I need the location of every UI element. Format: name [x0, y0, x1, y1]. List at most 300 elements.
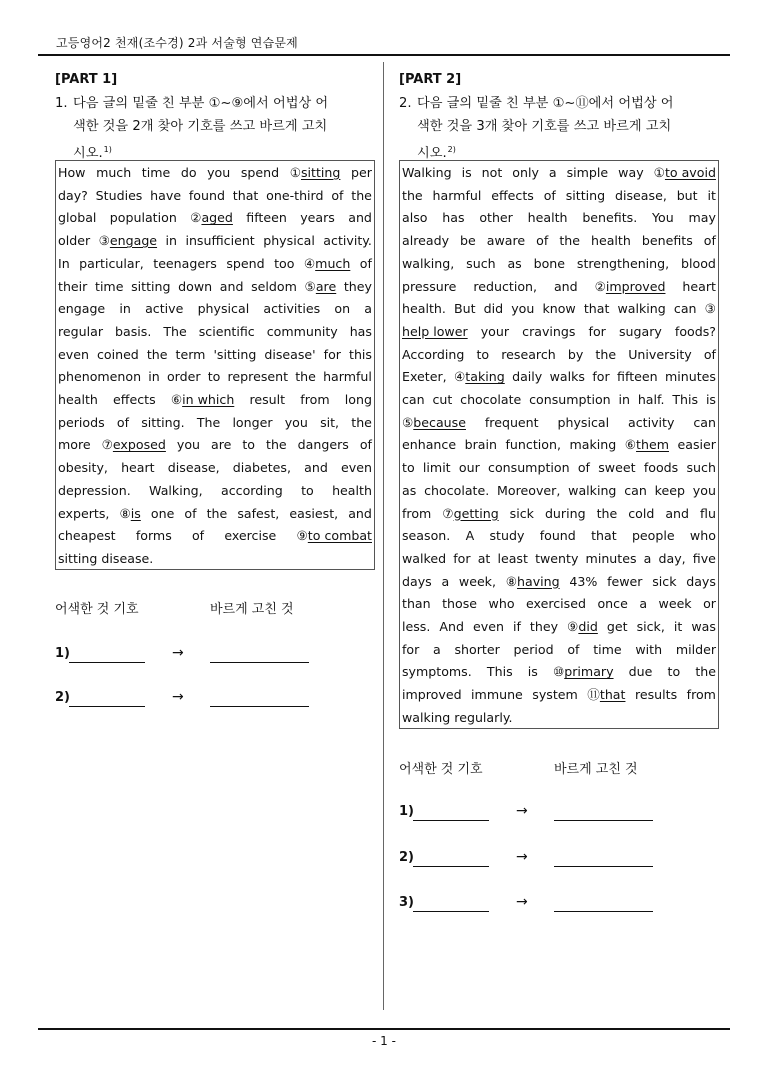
passage-word: physical	[197, 301, 250, 317]
part2-answer-row	[399, 895, 719, 915]
passage-word: ⑨to combat	[296, 528, 372, 544]
passage-word: harmful	[323, 369, 372, 385]
passage-word: fifteen	[246, 210, 287, 226]
passage-word: enhance	[402, 437, 457, 453]
passage-word: benefits	[641, 233, 693, 249]
passage-word: found	[539, 528, 576, 544]
passage-word: season.	[402, 528, 451, 544]
passage-word: basis.	[115, 323, 152, 339]
answer-fix-blank[interactable]	[554, 866, 653, 867]
passage-line	[402, 593, 716, 616]
passage-word: daily	[512, 369, 543, 385]
passage-word: ①sitting	[289, 165, 341, 180]
passage-line	[402, 639, 716, 662]
passage-word: improved	[402, 687, 462, 703]
passage-word: and	[665, 505, 690, 521]
passage-line	[402, 457, 716, 480]
passage-word: spend	[240, 165, 280, 180]
passage-word: result	[249, 392, 286, 408]
passage-word: fewer	[607, 573, 643, 589]
passage-word: forms	[135, 528, 172, 544]
document-header-title: 고등영어2 천재(조수경) 2과 서술형 연습문제	[56, 36, 298, 50]
passage-word: this	[349, 346, 372, 362]
passage-word: A	[465, 528, 475, 544]
passage-word: sick	[652, 573, 677, 589]
passage-word: easiest,	[289, 505, 339, 521]
passage-word: even	[58, 346, 89, 362]
passage-word: walking,	[402, 255, 455, 271]
passage-word: sitting	[58, 550, 98, 566]
passage-word: of	[703, 233, 716, 249]
passage-line	[402, 207, 716, 230]
passage-word: longer	[232, 414, 273, 430]
passage-word: cravings	[522, 323, 576, 339]
passage-line	[402, 366, 716, 389]
passage-word: This	[486, 664, 513, 680]
passage-line	[58, 321, 372, 344]
passage-word: much	[96, 165, 132, 180]
passage-word: In	[58, 255, 70, 271]
arrow-icon: →	[172, 645, 184, 661]
passage-word: You	[652, 210, 674, 226]
passage-word: once	[597, 596, 628, 612]
passage-word: of	[543, 187, 556, 203]
passage-word: one-third	[266, 187, 324, 203]
passage-word: to	[301, 482, 314, 498]
passage-word: disease,	[614, 187, 667, 203]
passage-word: are	[211, 437, 232, 453]
passage-word: even	[473, 619, 504, 635]
passage-line	[402, 230, 716, 253]
part2-header-symbol: 어색한 것 기호	[399, 762, 483, 777]
part1-header-symbol: 어색한 것 기호	[55, 602, 139, 617]
passage-line	[402, 548, 716, 571]
passage-line	[58, 457, 372, 480]
answer-symbol-blank[interactable]	[69, 662, 145, 663]
passage-word: the	[351, 187, 372, 203]
passage-word: way	[618, 165, 644, 180]
passage-word: period	[513, 641, 554, 657]
passage-word: phenomenon	[58, 369, 142, 385]
passage-word: strengthening,	[576, 255, 670, 271]
passage-word: to	[207, 369, 221, 385]
passage-word: also	[402, 210, 428, 226]
passage-word: can	[402, 392, 425, 408]
passage-word: cold	[628, 505, 655, 521]
passage-word: sick,	[636, 619, 665, 635]
passage-line	[58, 525, 372, 548]
passage-word: sweet	[598, 460, 636, 476]
passage-line	[402, 298, 716, 321]
passage-word: due	[628, 664, 653, 680]
passage-word: making	[569, 437, 617, 453]
passage-word: chocolate	[460, 392, 522, 408]
part1-header-fix: 바르게 고친 것	[210, 602, 294, 617]
passage-line	[402, 276, 716, 299]
passage-word: time	[141, 165, 171, 180]
passage-word: sugary	[618, 323, 662, 339]
passage-word: five	[692, 550, 716, 566]
answer-label: 2)	[399, 850, 414, 865]
passage-word: from	[686, 687, 716, 703]
passage-word: you	[207, 165, 231, 180]
passage-word: they	[529, 619, 559, 635]
passage-word: week	[658, 596, 692, 612]
passage-line	[58, 276, 372, 299]
passage-word: older	[58, 233, 91, 249]
passage-word: such	[686, 460, 716, 476]
part2-question-number: 2.	[399, 96, 412, 111]
passage-word: the	[351, 414, 372, 430]
passage-word: the	[206, 505, 228, 521]
passage-line	[402, 412, 716, 435]
passage-word: regular	[58, 323, 104, 339]
passage-word: you	[284, 414, 308, 430]
passage-word: walking	[402, 709, 451, 725]
passage-line	[402, 253, 716, 276]
column-divider	[383, 62, 384, 1010]
passage-word: research	[501, 346, 556, 362]
passage-line	[58, 389, 372, 412]
passage-word: and	[348, 505, 372, 521]
passage-word: exercise	[224, 528, 277, 544]
passage-word: disease'	[264, 346, 316, 362]
passage-line	[58, 253, 372, 276]
header-rule	[38, 54, 730, 56]
passage-word: the	[295, 369, 316, 385]
answer-label: 2)	[55, 690, 70, 705]
passage-word: minutes	[585, 550, 637, 566]
passage-word: limit	[422, 460, 451, 476]
passage-word: And	[439, 619, 464, 635]
passage-word: not	[481, 165, 503, 180]
passage-word: of	[359, 437, 372, 453]
passage-word: cut	[432, 392, 453, 408]
passage-word: ⑦exposed	[101, 437, 166, 453]
passage-word: brain	[464, 437, 497, 453]
part2-question-line: 다음 글의 밑줄 친 부분 ①~⑪에서 어법상 어	[417, 96, 674, 111]
passage-word: you	[692, 482, 716, 498]
answer-symbol-blank[interactable]	[413, 911, 489, 912]
passage-word: health	[332, 482, 372, 498]
part2-header-fix: 바르게 고친 것	[554, 762, 638, 777]
passage-line	[58, 185, 372, 208]
passage-line	[402, 480, 716, 503]
passage-word: other	[479, 210, 513, 226]
passage-word: the	[266, 437, 287, 453]
passage-line	[402, 707, 716, 730]
answer-label: 1)	[55, 646, 70, 661]
passage-word: it	[707, 187, 716, 203]
passage-word: to	[242, 437, 256, 453]
passage-word: already	[402, 233, 450, 249]
passage-line	[58, 480, 372, 503]
passage-word: has	[442, 210, 465, 226]
passage-word: if	[512, 619, 521, 635]
passage-word: immune	[471, 687, 523, 703]
passage-word: less.	[402, 619, 431, 635]
passage-word: time	[593, 641, 622, 657]
passage-word: can	[693, 414, 716, 430]
passage-word: effects	[491, 187, 534, 203]
passage-word: who	[689, 528, 716, 544]
passage-word: Studies	[95, 187, 143, 203]
passage-word: periods	[58, 414, 105, 430]
passage-word: ⑧is	[119, 505, 141, 521]
passage-word: days	[686, 573, 716, 589]
passage-line	[402, 389, 716, 412]
passage-word: walking	[617, 301, 666, 317]
passage-word: do	[180, 165, 197, 180]
passage-word: heart	[682, 278, 716, 294]
passage-word: milder	[675, 641, 716, 657]
passage-word: order	[166, 369, 201, 385]
passage-word: to	[476, 346, 490, 362]
passage-word: you	[176, 437, 201, 453]
passage-word: benefits.	[582, 210, 638, 226]
passage-word: ⑪that	[587, 687, 626, 703]
passage-word: ②improved	[594, 278, 666, 294]
passage-word: health	[590, 233, 631, 249]
passage-word: ④taking	[454, 369, 505, 385]
passage-line	[402, 162, 716, 185]
passage-line	[402, 616, 716, 639]
passage-word: for	[323, 346, 341, 362]
passage-word: The	[196, 414, 221, 430]
passage-line	[402, 434, 716, 457]
passage-word: Moreover,	[497, 482, 561, 498]
passage-word: effects	[113, 392, 156, 408]
passage-word: during	[544, 505, 586, 521]
passage-word: of	[577, 460, 590, 476]
passage-word: flu	[700, 505, 716, 521]
passage-word: foods	[643, 460, 679, 476]
passage-word: exercised	[526, 596, 586, 612]
passage-word: Walking,	[149, 482, 203, 498]
passage-word: in	[119, 301, 131, 317]
passage-word: system	[532, 687, 578, 703]
passage-word: University	[628, 346, 692, 362]
passage-word: and	[219, 278, 244, 294]
passage-word: experts,	[58, 505, 110, 521]
passage-word: results	[634, 687, 678, 703]
passage-word: Walking	[402, 165, 452, 180]
passage-word: those	[442, 596, 478, 612]
passage-line	[58, 162, 372, 185]
answer-fix-blank[interactable]	[554, 820, 653, 821]
passage-word: found	[188, 187, 225, 203]
passage-word: ⑤are	[304, 278, 337, 294]
passage-word: in	[618, 392, 630, 408]
passage-word: pressure	[402, 278, 457, 294]
passage-word: such	[466, 255, 496, 271]
arrow-icon: →	[516, 894, 528, 910]
passage-word: was	[691, 619, 716, 635]
passage-word: people	[631, 528, 675, 544]
passage-word: the	[402, 187, 423, 203]
passage-line	[58, 434, 372, 457]
passage-word: for	[453, 550, 471, 566]
passage-word: ⑨did	[567, 619, 598, 635]
passage-line	[58, 344, 372, 367]
passage-word: disease.	[101, 550, 154, 566]
answer-symbol-blank[interactable]	[413, 820, 489, 821]
passage-word: one	[150, 505, 175, 521]
passage-word: is	[461, 165, 472, 180]
passage-word: more	[58, 437, 91, 453]
passage-word: on	[334, 301, 351, 317]
passage-word: frequent	[484, 414, 539, 430]
passage-word: How	[58, 165, 86, 180]
passage-word: physical	[263, 233, 315, 249]
passage-line	[402, 661, 716, 684]
passage-word: help lower	[402, 323, 468, 339]
passage-word: obesity,	[58, 460, 108, 476]
answer-symbol-blank[interactable]	[69, 706, 145, 707]
passage-word: regularly.	[454, 709, 513, 725]
passage-word: of	[116, 414, 130, 430]
passage-line	[402, 344, 716, 367]
passage-word: than	[402, 596, 431, 612]
part2-question	[399, 92, 717, 165]
passage-word: time	[95, 278, 124, 294]
passage-word: foods?	[674, 323, 716, 339]
part2-question-tail: 시오.	[417, 146, 447, 161]
arrow-icon: →	[516, 849, 528, 865]
passage-word: as	[507, 255, 522, 271]
passage-word: sit,	[320, 414, 340, 430]
part1-answer-row	[55, 690, 375, 710]
passage-word: of	[703, 346, 716, 362]
passage-word: According	[402, 346, 465, 362]
passage-word: of	[567, 641, 580, 657]
passage-word: least	[497, 550, 528, 566]
passage-word: it	[673, 619, 683, 635]
passage-word: simple	[566, 165, 609, 180]
passage-word: heart	[121, 460, 155, 476]
passage-word: has	[349, 323, 372, 339]
passage-word: ③	[704, 301, 716, 317]
passage-word: half.	[637, 392, 665, 408]
passage-word: you	[511, 301, 535, 317]
passage-word: that	[232, 187, 259, 203]
passage-word: and	[348, 210, 372, 226]
passage-word: walking	[568, 482, 617, 498]
passage-word: may	[688, 210, 716, 226]
answer-symbol-blank[interactable]	[413, 866, 489, 867]
passage-word: health	[58, 392, 98, 408]
passage-word: have	[150, 187, 182, 203]
passage-word: ②aged	[190, 210, 233, 226]
passage-word: and	[553, 278, 578, 294]
passage-word: the	[595, 346, 617, 362]
passage-word: dangers	[297, 437, 349, 453]
passage-word: disease,	[167, 460, 220, 476]
passage-line	[58, 207, 372, 230]
passage-word: get	[606, 619, 628, 635]
passage-word: activity.	[323, 233, 372, 249]
part1-label: [PART 1]	[55, 72, 118, 87]
passage-word: This	[672, 392, 699, 408]
passage-word: ⑩primary	[552, 664, 614, 680]
passage-word: health	[527, 210, 568, 226]
passage-word: day,	[658, 550, 686, 566]
answer-fix-blank[interactable]	[210, 706, 309, 707]
passage-word: their	[58, 278, 88, 294]
passage-word: of	[191, 528, 205, 544]
passage-word: in	[148, 369, 160, 385]
passage-word: only	[512, 165, 539, 180]
passage-word: The	[163, 323, 187, 339]
passage-word: represent	[227, 369, 289, 385]
passage-word: twenty	[535, 550, 579, 566]
passage-word: per	[350, 165, 372, 180]
passage-word: long	[344, 392, 372, 408]
passage-line	[58, 366, 372, 389]
part2-answer-headers	[399, 758, 719, 778]
passage-word: blood	[681, 255, 716, 271]
passage-word: walks	[549, 369, 585, 385]
answer-label: 3)	[399, 895, 414, 910]
passage-word: coined	[96, 346, 139, 362]
arrow-icon: →	[516, 803, 528, 819]
part2-answer-row	[399, 804, 719, 824]
passage-line	[402, 503, 716, 526]
passage-word: week,	[458, 573, 496, 589]
passage-line	[58, 548, 372, 571]
passage-word: health.	[402, 301, 446, 317]
passage-word: community	[266, 323, 338, 339]
passage-word: global	[58, 210, 97, 226]
passage-word: aware	[486, 233, 526, 249]
passage-word: according	[221, 482, 283, 498]
passage-word: But	[453, 301, 476, 317]
part2-question-line: 색한 것을 3개 찾아 기호를 쓰고 바르게 고치	[417, 119, 672, 134]
passage-word: days	[402, 573, 432, 589]
passage-word: with	[635, 641, 663, 657]
passage-word: or	[703, 596, 716, 612]
passage-word: be	[460, 233, 476, 249]
passage-word: for	[402, 641, 420, 657]
passage-word: ⑥them	[624, 437, 669, 453]
passage-word: at	[477, 550, 491, 566]
part1-answer-headers	[55, 598, 375, 618]
footer-rule	[38, 1028, 730, 1030]
part1-passage-box	[55, 160, 375, 570]
passage-word: 'sitting	[213, 346, 257, 362]
passage-word: a	[639, 596, 648, 612]
passage-line	[402, 185, 716, 208]
passage-word: 43%	[569, 573, 598, 589]
part1-question-line: 다음 글의 밑줄 친 부분 ①~⑨에서 어법상 어	[73, 96, 329, 111]
passage-word: reduction,	[473, 278, 538, 294]
passage-word: ③engage	[98, 233, 158, 249]
passage-word: ④much	[303, 255, 351, 271]
answer-fix-blank[interactable]	[210, 662, 309, 663]
passage-word: study	[489, 528, 525, 544]
passage-word: did	[483, 301, 504, 317]
passage-word: cheapest	[58, 528, 116, 544]
passage-line	[58, 412, 372, 435]
passage-word: ⑥in which	[170, 392, 235, 408]
passage-word: of	[536, 233, 549, 249]
passage-word: that	[583, 301, 610, 317]
passage-word: consumption	[488, 460, 570, 476]
passage-word: consumption	[529, 392, 611, 408]
passage-word: can	[673, 301, 697, 317]
passage-word: down	[178, 278, 213, 294]
answer-fix-blank[interactable]	[554, 911, 653, 912]
